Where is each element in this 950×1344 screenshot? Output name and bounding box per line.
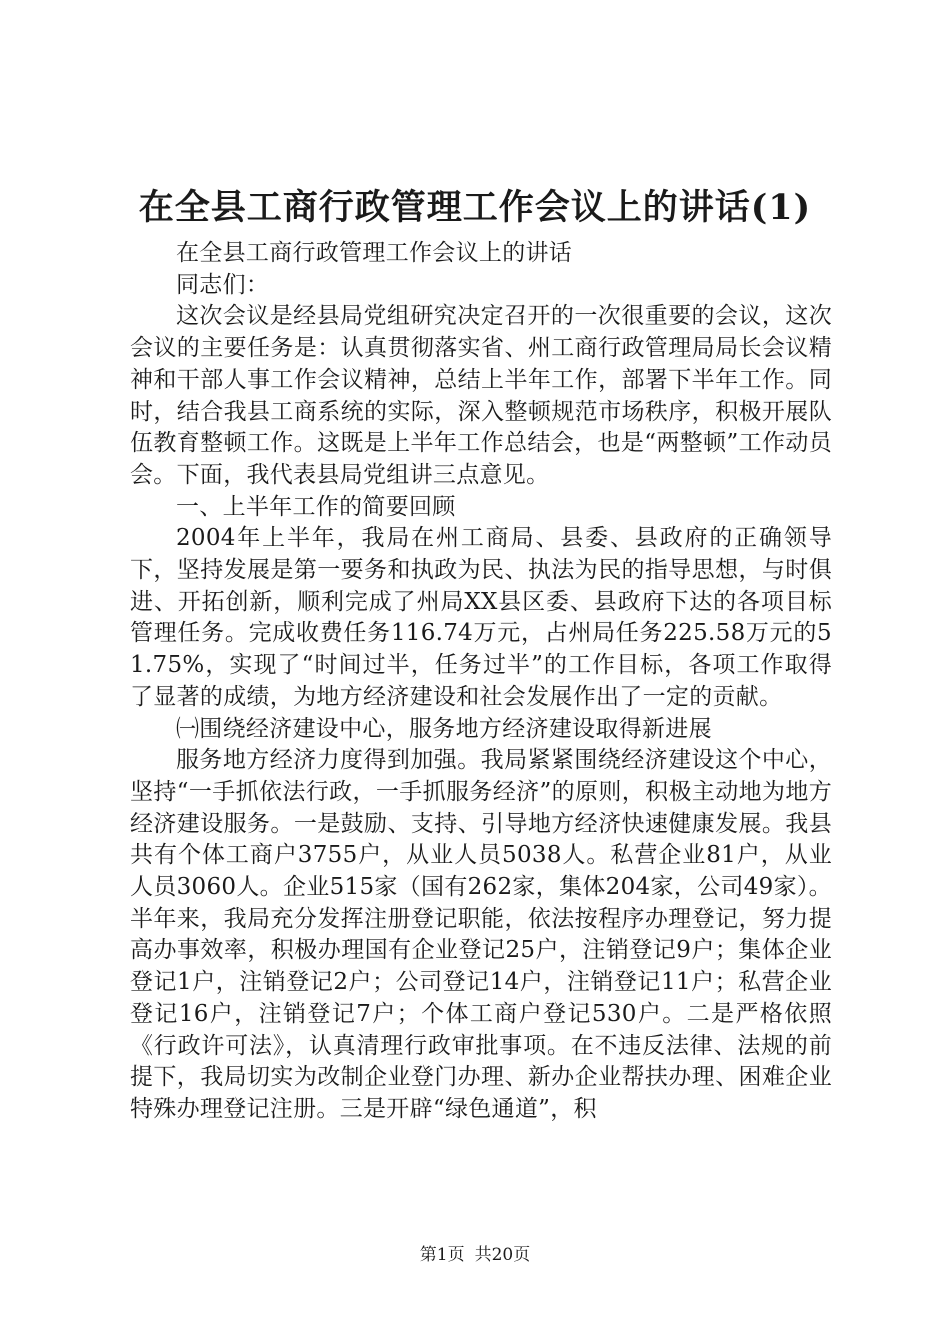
page-total: 共20页 bbox=[474, 1245, 531, 1265]
intro-paragraph: 这次会议是经县局党组研究决定召开的一次很重要的会议，这次会议的主要任务是：认真贯彻落实省、州工商行政管理局局长会议精神和干部人事工作会议精神，总结上半年工作，部署下半年工作。同时，结合我县工商系统的实际，深入整顿规范市场秩序，积极开展队伍教育整顿工作。这既是上半年工作总结会，也是“两整顿”工作动员会。下面，我代表县局党组讲三点意见。 bbox=[130, 303, 832, 488]
document-body bbox=[130, 238, 832, 1126]
page-number: 第1页 bbox=[419, 1245, 465, 1265]
salutation: 同志们： bbox=[176, 271, 270, 298]
service-paragraph: 服务地方经济力度得到加强。我局紧紧围绕经济建设这个中心，坚持“一手抓依法行政，一手抓服务经济”的原则，积极主动地为地方经济建设服务。一是鼓励、支持、引导地方经济快速健康发展。我县共有个体工商户3755户，从业人员5038人。私营企业81户，从业人员3060人。企业515家（国有262家，集体204家，公司49家）。半年来，我局充分发挥注册登记职能，依法按程序办理登记，努力提高办事效率，积极办理国有企业登记25户，注销登记9户；集体企业登记1户，注销登记2户；公司登记14户，注销登记11户；私营企业登记16户，注销登记7户；个体工商户登记530户。二是严格依照《行政许可法》，认真清理行政审批事项。在不违反法律、法规的前提下，我局切实为改制企业登门办理、新办企业帮扶办理、困难企业特殊办理登记注册。三是开辟“绿色通道”，积 bbox=[130, 747, 832, 1122]
document-title: 在全县工商行政管理工作会议上的讲话(1) bbox=[138, 187, 812, 228]
page-footer bbox=[0, 1243, 950, 1267]
subsection-heading-1: ㈠围绕经济建设中心，服务地方经济建设取得新进展 bbox=[176, 715, 712, 742]
section-heading-1: 一、上半年工作的简要回顾 bbox=[176, 493, 456, 520]
speech-heading: 在全县工商行政管理工作会议上的讲话 bbox=[176, 240, 573, 266]
review-paragraph: 2004年上半年，我局在州工商局、县委、县政府的正确领导下，坚持发展是第一要务和执政为民、执法为民的指导思想，与时俱进、开拓创新，顺利完成了州局XX县区委、县政府下达的各项目标管理任务。完成收费任务116.74万元，占州局任务225.58万元的51.75%，实现了“时间过半，任务过半”的工作目标，各项工作取得了显著的成绩，为地方经济建设和社会发展作出了一定的贡献。 bbox=[130, 525, 832, 710]
